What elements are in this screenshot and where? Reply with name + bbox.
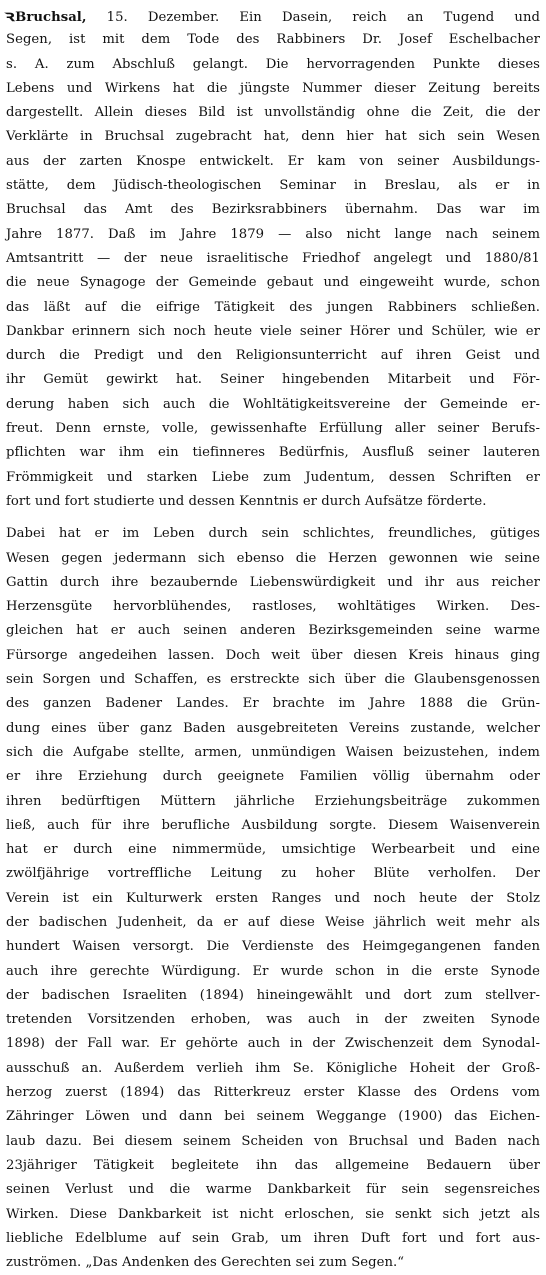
article-line: der badischen Israeliten (1894) hineingewählt und dort zum stellver- — [6, 987, 540, 1003]
article-line: derung haben sich auch die Wohltätigkeitsvereine der Gemeinde er- — [6, 396, 540, 412]
article-line: ließ, auch für ihre berufliche Ausbildung sorgte. Diesem Waisenverein — [6, 817, 540, 833]
article-line: durch die Predigt und den Religionsunterricht auf ihren Geist und — [6, 348, 540, 364]
article-line: liebliche Edelblume auf sein Grab, um ihren Duft fort und fort aus- — [6, 1230, 540, 1246]
article-line: sein Sorgen und Schaffen, es erstreckte sich über die Glaubensgenossen — [6, 672, 540, 688]
article-line: stätte, dem Jüdisch-theologischen Seminar in Breslau, als er in — [6, 178, 540, 194]
article-line: Lebens und Wirkens hat die jüngste Nummer dieser Zeitung bereits — [6, 80, 540, 96]
article-line: pflichten war ihm ein tiefinneres Bedürfnis, Ausfluß seiner lauteren — [6, 445, 540, 461]
article-line: Bruchsal das Amt des Bezirksrabbiners übernahm. Das war im — [6, 202, 540, 218]
article-line: laub dazu. Bei diesem seinem Scheiden von Bruchsal und Baden nach — [6, 1133, 540, 1149]
article-line: Dabei hat er im Leben durch sein schlichtes, freundliches, gütiges — [6, 526, 540, 542]
article-line: Verklärte in Bruchsal zugebracht hat, denn hier hat sich sein Wesen — [6, 129, 540, 145]
article-line: tretenden Vorsitzenden erhoben, was auch in der zweiten Synode — [6, 1012, 540, 1028]
article-line: Segen, ist mit dem Tode des Rabbiners Dr. Josef Eschelbacher — [6, 32, 540, 48]
article-line: 23jähriger Tätigkeit begleitete ihn das allgemeine Bedauern über — [6, 1157, 540, 1173]
article-line: Wesen gegen jedermann sich ebenso die Herzen gewonnen wie seine — [6, 550, 540, 566]
article-line: das läßt auf die eifrige Tätigkeit des jungen Rabbiners schließen. — [6, 299, 540, 315]
article-line-first — [6, 4, 540, 28]
article-line: Gattin durch ihre bezaubernde Liebenswürdigkeit und ihr aus reicher — [6, 574, 540, 590]
article-line: hat er durch eine nimmermüde, umsichtige Werbearbeit und eine — [6, 842, 540, 858]
article-line: fort und fort studierte und dessen Kenntnis er durch Aufsätze förderte. — [6, 493, 487, 509]
article-line: Zähringer Löwen und dann bei seinem Weggange (1900) das Eichen- — [6, 1109, 540, 1125]
article-line: s. A. zum Abschluß gelangt. Die hervorragenden Punkte dieses — [6, 56, 540, 72]
article-line: dung eines über ganz Baden ausgebreiteten Vereins zustande, welcher — [6, 720, 540, 736]
article-line: Fürsorge angedeihen lassen. Doch weit über diesen Kreis hinaus ging — [6, 647, 540, 663]
article-line: seinen Verlust und die warme Dankbarkeit für sein segensreiches — [6, 1182, 540, 1198]
article-line: Amtsantritt — der neue israelitische Friedhof angelegt und 1880/81 — [6, 250, 540, 266]
article-line: freut. Denn ernste, volle, gewissenhafte Erfüllung aller seiner Berufs- — [6, 421, 540, 437]
article-line: auch ihre gerechte Würdigung. Er wurde schon in die erste Synode — [6, 963, 540, 979]
article-line: zuströmen. „Das Andenken des Gerechten sei zum Segen.“ — [6, 1255, 405, 1271]
article-line: Jahre 1877. Daß im Jahre 1879 — also nicht lange nach seinem — [6, 226, 540, 242]
paragraph-gap — [6, 514, 540, 522]
article-line: Verein ist ein Kulturwerk ersten Ranges und noch heute der Stolz — [6, 890, 540, 906]
article-line: ihr Gemüt gewirkt hat. Seiner hingebenden Mitarbeit und För- — [6, 372, 540, 388]
article-line: der badischen Judenheit, da er auf diese Weise jährlich weit mehr als — [6, 914, 540, 930]
article-line: ihren bedürftigen Müttern jährliche Erziehungsbeiträge zukommen — [6, 793, 540, 809]
article-line: Dankbar erinnern sich noch heute viele seiner Hörer und Schüler, wie er — [6, 323, 540, 339]
dateline-town: Bruchsal, — [15, 10, 87, 25]
article-line: hundert Waisen versorgt. Die Verdienste des Heimgegangenen fanden — [6, 939, 540, 955]
article-line: er ihre Erziehung durch geeignete Familien völlig übernahm oder — [6, 769, 540, 785]
article-paragraph-1 — [6, 4, 540, 514]
article-line: Frömmigkeit und starken Liebe zum Judentum, dessen Schriften er — [6, 469, 540, 485]
article-line: gleichen hat er auch seinen anderen Bezirksgemeinden seine warme — [6, 623, 540, 639]
article-line: zwölfjährige vortreffliche Leitung zu hoher Blüte verholfen. Der — [6, 866, 540, 882]
article-line: 1898) der Fall war. Er gehörte auch in der Zwischenzeit dem Synodal- — [6, 1036, 540, 1052]
article-paragraph-2 — [6, 522, 540, 1275]
article-line: dargestellt. Allein dieses Bild ist unvollständig ohne die Zeit, die der — [6, 105, 540, 121]
article-line: 15. Dezember. Ein Dasein, reich an Tugend und — [86, 10, 540, 25]
article-line: aus der zarten Knospe entwickelt. Er kam von seiner Ausbildungs- — [6, 153, 540, 169]
section-mark-icon: ꝛ — [4, 7, 15, 25]
article-line: des ganzen Badener Landes. Er brachte im Jahre 1888 die Grün- — [6, 696, 540, 712]
article-column — [6, 4, 540, 1275]
article-line: Herzensgüte hervorblühendes, rastloses, wohltätiges Wirken. Des- — [6, 599, 540, 615]
article-line: herzog zuerst (1894) das Ritterkreuz erster Klasse des Ordens vom — [6, 1085, 540, 1101]
article-line: ausschuß an. Außerdem verlieh ihm Se. Königliche Hoheit der Groß- — [6, 1060, 540, 1076]
article-line: sich die Aufgabe stellte, armen, unmündigen Waisen beizustehen, indem — [6, 744, 540, 760]
article-line: Wirken. Diese Dankbarkeit ist nicht erloschen, sie senkt sich jetzt als — [6, 1206, 540, 1222]
article-line: die neue Synagoge der Gemeinde gebaut und eingeweiht wurde, schon — [6, 275, 540, 291]
